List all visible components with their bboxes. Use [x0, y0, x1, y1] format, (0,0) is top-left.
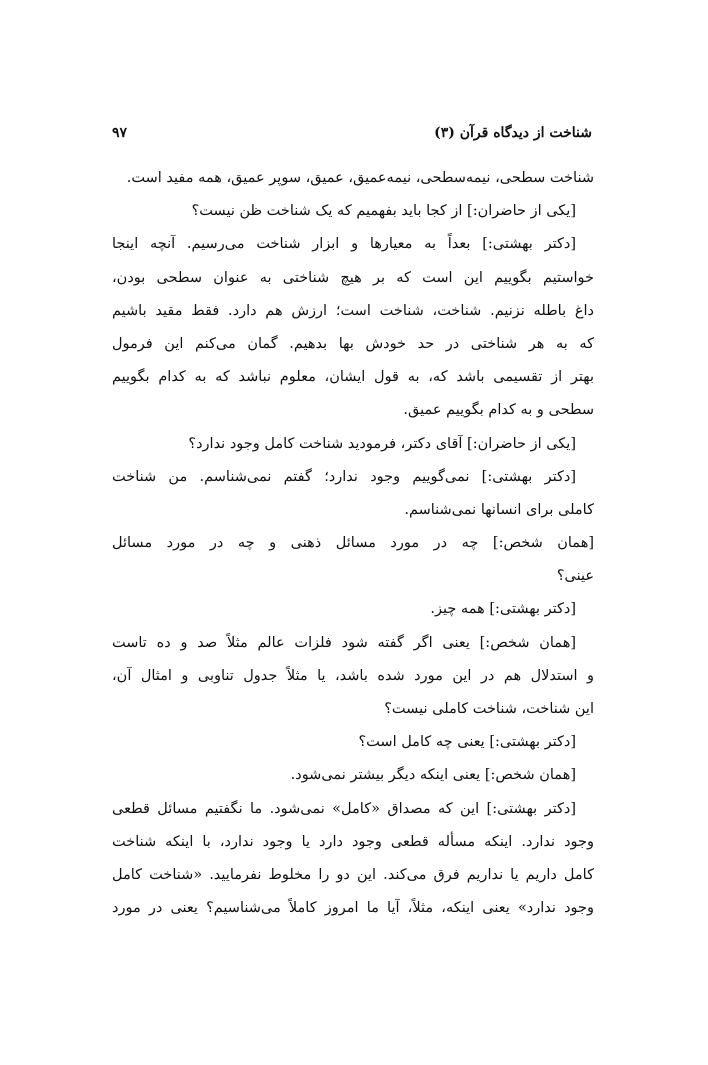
- text-line: که به هر شناختی در حد خودش بها بدهیم. گمان می‌کنم این فرمول: [112, 335, 594, 352]
- text-line: وجود ندارد» یعنی اینکه، مثلاً، آیا ما امروز کاملاً می‌شناسیم؟ یعنی در مورد: [112, 900, 594, 917]
- text-line: [دکتر بهشتی:] یعنی چه کامل است؟: [358, 734, 576, 751]
- text-line: داغ باطله نزنیم. شناخت، شناخت است؛ ارزش هم دارد. فقط مقید باشیم: [112, 302, 594, 319]
- page-number: ۹۷: [112, 125, 128, 141]
- text-line: وجود ندارد. اینکه مسأله قطعی وجود دارد یا وجود ندارد، با اینکه شناخت: [112, 833, 594, 850]
- body-text: [112, 162, 594, 925]
- running-header: [112, 122, 592, 144]
- text-line: [دکتر بهشتی:] این که مصداق «کامل» نمی‌شود. ما نگفتیم مسائل قطعی: [112, 800, 576, 817]
- text-line: عینی؟: [556, 568, 594, 585]
- text-line: بهتر از تقسیمی باشد که، به قول ایشان، معلوم نباشد که به کدام بگوییم: [112, 369, 594, 386]
- text-line: [همان شخص:] یعنی اگر گفته شود فلزات عالم مثلاً صد و ده تاست: [112, 634, 576, 651]
- text-line: [یکی از حاضران:] از کجا باید بفهمیم که یک شناخت ظن نیست؟: [191, 203, 576, 220]
- chapter-title: شناخت از دیدگاه قرآن (۳): [434, 125, 592, 141]
- text-line: کاملی برای انسانها نمی‌شناسم.: [404, 501, 594, 518]
- text-line: سطحی و به کدام بگوییم عمیق.: [403, 402, 594, 419]
- text-line: [همان شخص:] یعنی اینکه دیگر بیشتر نمی‌شود.: [290, 767, 576, 784]
- text-line: [دکتر بهشتی:] بعداً به معیارها و ابزار شناخت می‌رسیم. آنچه اینجا: [112, 236, 576, 253]
- text-line: [یکی از حاضران:] آقای دکتر، فرمودید شناخت کامل وجود ندارد؟: [188, 435, 576, 452]
- text-line: این شناخت، شناخت کاملی نیست؟: [384, 701, 594, 717]
- text-line: شناخت سطحی، نیمه‌سطحی، نیمه‌عمیق، عمیق، سوپر عمیق، همه مفید است.: [126, 170, 594, 186]
- text-line: [همان شخص:] چه در مورد مسائل ذهنی و چه در مورد مسائل: [112, 535, 594, 552]
- text-line: [دکتر بهشتی:] همه چیز.: [430, 601, 576, 618]
- text-line: خواستیم بگوییم این است که بر هیچ شناختی به عنوان سطحی بودن،: [112, 269, 594, 286]
- text-line: [دکتر بهشتی:] نمی‌گوییم وجود ندارد؛ گفتم نمی‌شناسم. من شناخت: [112, 468, 576, 485]
- text-line: کامل داریم یا نداریم فرق می‌کند. این دو را مخلوط نفرمایید. «شناخت کامل: [112, 866, 594, 883]
- text-line: و استدلال هم در این مورد شده باشد، یا مثلاً جدول تناوبی و امثال آن،: [112, 667, 594, 684]
